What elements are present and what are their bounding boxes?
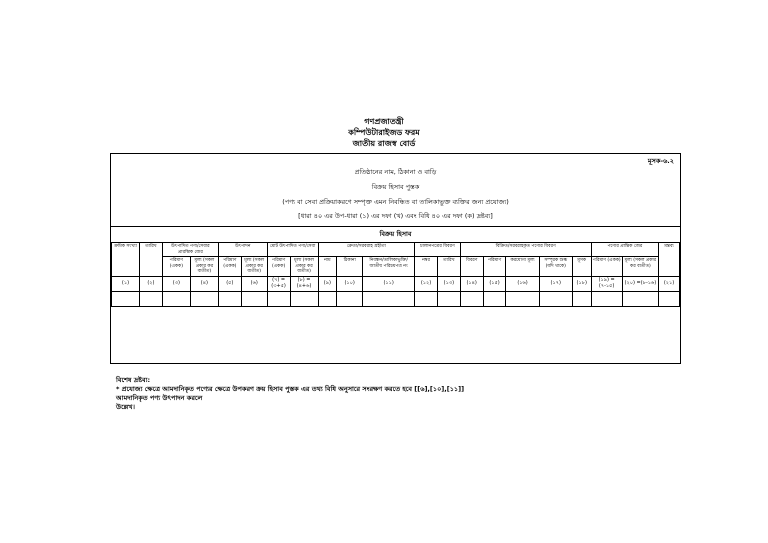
table-cell bbox=[190, 291, 218, 306]
col-remarks: মন্তব্য bbox=[659, 243, 680, 277]
table-cell bbox=[140, 291, 163, 306]
col-number: (৬) bbox=[241, 276, 267, 291]
table-cell bbox=[162, 291, 190, 306]
sub-value: মূল্য (সকল প্রকার কর ব্যতীত) bbox=[190, 257, 218, 277]
col-number: (১৮) bbox=[572, 276, 591, 291]
col-number: (৫) bbox=[218, 276, 241, 291]
section-title: বিক্রয় হিসাব bbox=[379, 230, 412, 238]
col-opening-balance: উৎপাদিত পণ্য/সেবার প্রারম্ভিক জের bbox=[162, 243, 218, 257]
sub-quantity: পরিমাণ (একক) bbox=[162, 257, 190, 277]
table-cell bbox=[363, 291, 415, 306]
form-number: মূসক-৬.২ bbox=[647, 157, 674, 165]
col-number: (৭) =(৩+৫) bbox=[267, 276, 290, 291]
sub-value: মূল্য (সকল প্রকার কর ব্যতীত) bbox=[290, 257, 318, 277]
sub-buyer-name: নাম bbox=[318, 257, 337, 277]
col-number: (১৩) bbox=[437, 276, 460, 291]
col-number: (১৭) bbox=[539, 276, 572, 291]
table-cell bbox=[659, 291, 680, 306]
col-serial: ক্রমিক সংখ্যা bbox=[112, 243, 140, 277]
sub-invoice-number: নম্বর bbox=[415, 257, 438, 277]
col-total-produced: মোট উৎপাদিত পণ্য/সেবা bbox=[267, 243, 318, 257]
sub-value: মূল্য (সকল প্রকার কর ব্যতীত) bbox=[622, 257, 658, 277]
col-number: (১৯) =(৭-১৫) bbox=[591, 276, 622, 291]
col-number: (১১) bbox=[363, 276, 415, 291]
col-number: (১৪) bbox=[460, 276, 483, 291]
col-invoice: চালানপত্রের বিবরণ bbox=[415, 243, 461, 257]
divider bbox=[111, 226, 680, 227]
col-closing-balance: পণ্যের প্রান্তিক জের bbox=[591, 243, 658, 257]
sub-invoice-date: তারিখ bbox=[437, 257, 460, 277]
sub-value: মূল্য (সকল প্রকার কর ব্যতীত) bbox=[241, 257, 267, 277]
notes bbox=[116, 376, 464, 412]
notes-line-3: উল্লেখ। bbox=[116, 403, 135, 411]
sub-quantity: পরিমাণ (একক) bbox=[591, 257, 622, 277]
sales-table bbox=[111, 242, 680, 307]
table-cell bbox=[460, 291, 483, 306]
sub-taxable-value: করযোগ্য মূল্য bbox=[506, 257, 539, 277]
col-number: (১) bbox=[112, 276, 140, 291]
col-number: (৮) =(৪+৬) bbox=[290, 276, 318, 291]
notes-title: বিশেষ দ্রষ্টব্য: bbox=[116, 376, 151, 384]
table-cell bbox=[218, 291, 241, 306]
col-number: (২০) =(৮-১৬) bbox=[622, 276, 658, 291]
table-cell bbox=[415, 291, 438, 306]
table-row-empty bbox=[112, 291, 680, 306]
table-header-row-1 bbox=[112, 243, 680, 257]
col-production: উৎপাদন bbox=[218, 243, 267, 257]
form-frame bbox=[110, 153, 681, 364]
sub-buyer-address: ঠিকানা bbox=[337, 257, 363, 277]
table-cell bbox=[572, 291, 591, 306]
header-line-2: কম্পিউটারাইজড ফরম bbox=[348, 128, 420, 137]
table-cell bbox=[483, 291, 506, 306]
col-date: তারিখ bbox=[140, 243, 163, 277]
sub-supplementary-duty: সম্পূরক শুল্ক (যদি থাকে) bbox=[539, 257, 572, 277]
table-cell bbox=[290, 291, 318, 306]
table-cell bbox=[539, 291, 572, 306]
sub-amount: পরিমাণ bbox=[483, 257, 506, 277]
sub-description: বিবরণ bbox=[460, 257, 483, 277]
table-cell bbox=[437, 291, 460, 306]
col-buyer: ক্রেতা/সরবরাহ গ্রহীতা bbox=[318, 243, 415, 257]
table-row-column-numbers bbox=[112, 276, 680, 291]
table-cell bbox=[318, 291, 337, 306]
col-number: (২) bbox=[140, 276, 163, 291]
col-number: (১৬) bbox=[506, 276, 539, 291]
col-number: (১২) bbox=[415, 276, 438, 291]
table-cell bbox=[241, 291, 267, 306]
sub-quantity: পরিমাণ (একক) bbox=[218, 257, 241, 277]
form-line-3: (পণ্য বা সেবা প্রক্রিয়াকরণে সম্পৃক্ত এমন নিবন্ধিত বা তালিকাভুক্ত ব্যক্তির জন্য প্রযোজ্য) bbox=[282, 198, 509, 206]
sub-vat: মূসক bbox=[572, 257, 591, 277]
form-line-2: বিক্রয় হিসাব পুস্তক bbox=[371, 183, 420, 191]
notes-line-2: আমদানিকৃত পণ্য উৎপাদন করলে bbox=[116, 394, 203, 402]
form-line-4: [ধারা ৪০ এর উপ-ধারা (১) এর দফা (খ) এবং বিধি ৪০ এর দফা (ক) দ্রষ্টব্য] bbox=[298, 212, 493, 220]
col-number: (২১) bbox=[659, 276, 680, 291]
table-cell bbox=[591, 291, 622, 306]
sub-buyer-registration: নিবন্ধন/তালিকাভুক্তি/জাতীয় পরিচয়পত্র নং bbox=[363, 257, 415, 277]
col-number: (৯) bbox=[318, 276, 337, 291]
col-sold-goods: বিক্রিত/সরবরাহকৃত পণ্যের বিবরণ bbox=[460, 243, 591, 257]
col-number: (৪) bbox=[190, 276, 218, 291]
table-cell bbox=[267, 291, 290, 306]
table-cell bbox=[337, 291, 363, 306]
col-number: (১৫) bbox=[483, 276, 506, 291]
form-line-1: প্রতিষ্ঠানের নাম, ঠিকানা ও বাড়ি bbox=[354, 168, 437, 176]
table-cell bbox=[112, 291, 140, 306]
notes-line-1: * প্রযোজ্য ক্ষেত্রে আমদানিকৃত পণ্যের ক্ষেত্রে উপকরণ ক্রয় হিসাব পুস্তক এর তথ্য বিধি অনুসারে সংরক্ষণ করতে হবে [[৬],[১০],[১১]] bbox=[116, 385, 465, 393]
table-cell bbox=[622, 291, 658, 306]
header-line-3: জাতীয় রাজস্ব বোর্ড bbox=[352, 139, 416, 148]
header-line-1: গণপ্রজাতন্ত্রী bbox=[364, 117, 404, 126]
col-number: (১০) bbox=[337, 276, 363, 291]
col-number: (৩) bbox=[162, 276, 190, 291]
sub-quantity: পরিমাণ (একক) bbox=[267, 257, 290, 277]
table-cell bbox=[506, 291, 539, 306]
